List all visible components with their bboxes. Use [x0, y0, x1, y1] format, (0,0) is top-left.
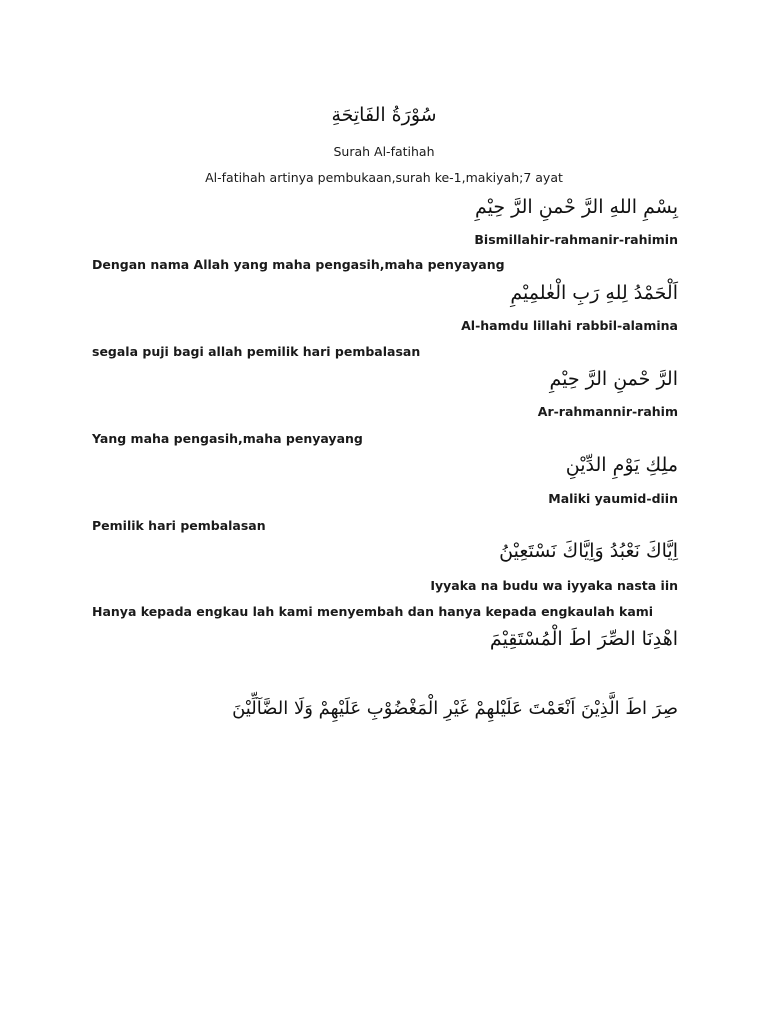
- verse-2-translation: segala puji bagi allah pemilik hari pembalasan: [92, 344, 421, 359]
- verse-5-translation: Hanya kepada engkau lah kami menyembah dan hanya kepada engkaulah kami: [92, 604, 654, 619]
- verse-3-translation: Yang maha pengasih,maha penyayang: [92, 431, 363, 446]
- title-latin: Surah Al-fatihah: [333, 144, 435, 159]
- verse-2-arabic: اَلْحَمْدُ لِلهِ رَبِ الْعٰلمِيْمِ: [510, 282, 678, 304]
- verse-3-transliteration: Ar-rahmannir-rahim: [537, 404, 678, 419]
- verse-1-arabic: بِسْمِ اللهِ الرَّ حْمنِ الرَّ حِيْمِ: [474, 196, 678, 218]
- verse-3-arabic: الرَّ حْمنِ الرَّ حِيْمِ: [549, 368, 678, 390]
- verse-1-translation: Dengan nama Allah yang maha pengasih,maha penyayang: [92, 257, 505, 272]
- verse-4-arabic: ملِكِ يَوْمِ الدِّيْنِ: [565, 454, 678, 476]
- title-arabic: سُوْرَةُ الفَاتِحَةِ: [331, 104, 437, 126]
- verse-6-arabic: اهْدِنَا الصِّرَ اطَ الْمُسْتَقِيْمَ: [489, 628, 678, 650]
- intro-text: Al-fatihah artinya pembukaan,surah ke-1,makiyah;7 ayat: [205, 170, 563, 185]
- verse-5-arabic: اِيَّاكَ نَعْبُدُ وَاِيَّاكَ نَسْتَعِيْنُ: [499, 540, 678, 562]
- verse-4-translation: Pemilik hari pembalasan: [92, 518, 266, 533]
- verse-5-transliteration: Iyyaka na budu wa iyyaka nasta iin: [430, 578, 678, 593]
- verse-4-transliteration: Maliki yaumid-diin: [548, 491, 678, 506]
- verse-1-transliteration: Bismillahir-rahmanir-rahimin: [474, 232, 678, 247]
- verse-7-arabic: صِرَ اطَ الَّذِيْنَ اَنْعَمْتَ عَلَيْلهِمْ غَيْرِ الْمَغْضُوْبِ عَلَيْهِمْ وَلَا الضَّآلِّيْنَ: [232, 698, 678, 719]
- verse-2-transliteration: Al-hamdu lillahi rabbil-alamina: [461, 318, 678, 333]
